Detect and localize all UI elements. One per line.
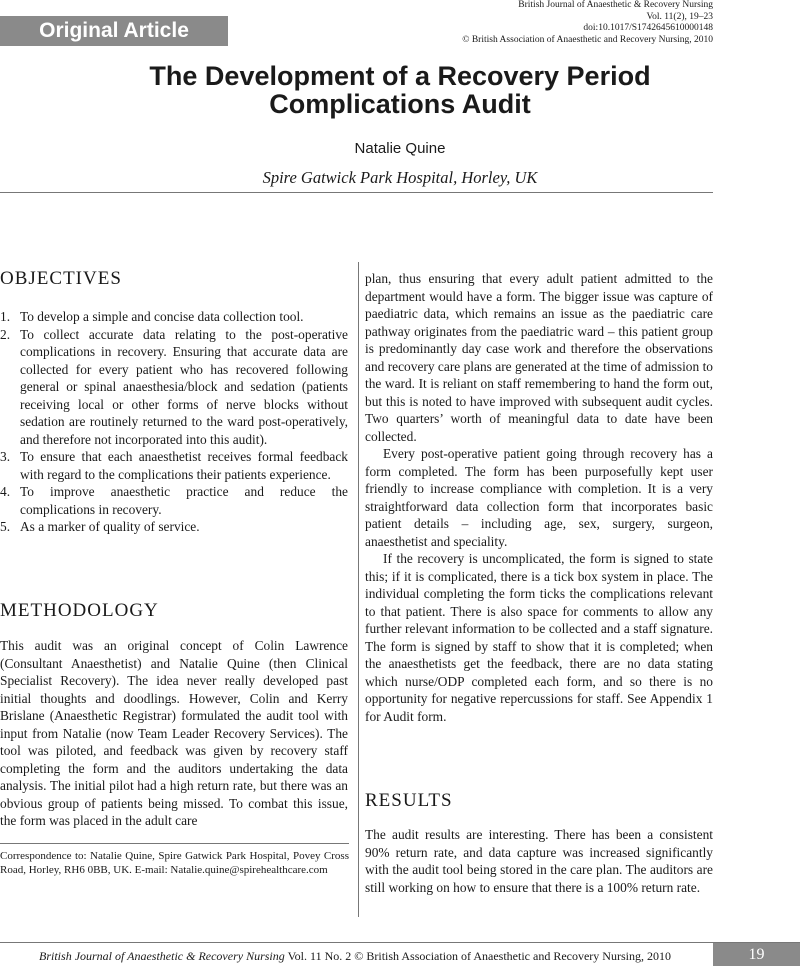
- footer-citation: [0, 949, 710, 964]
- objective-number: 3.: [0, 449, 11, 464]
- article-title: [40, 62, 760, 118]
- journal-name: British Journal of Anaesthetic & Recovery Nursing: [518, 0, 713, 10]
- correspondence-divider: [0, 843, 349, 844]
- objective-text: To collect accurate data relating to the post-operative complications in recovery. Ensuring that accurate data are collected for every patient who has recovered following general or spinal anaesthesia/block and sedation (patients receiving local or other forms of nerve blocks without sedation are routinely returned to the ward post-operatively, and therefore not incorporated into this audit).: [20, 326, 348, 447]
- results-body: [365, 826, 713, 896]
- objectives-list: [0, 308, 348, 536]
- methodology-body-left: [0, 637, 348, 830]
- affiliation: Spire Gatwick Park Hospital, Horley, UK: [262, 168, 538, 187]
- objective-item: [0, 308, 348, 326]
- section-label: Original Article: [0, 16, 228, 46]
- title-line-2: Complications Audit: [269, 89, 531, 119]
- methodology-paragraph: If the recovery is uncomplicated, the form is signed to state this; if it is complicated, there is a tick box system in place. The individual completing the form ticks the complications relevant to that patient. There is also space for comments to allow any further relevant information to be collected and a staff signature. The form is signed by staff to show that it is completed; when the anaesthetists get the feedback, there are no data stating which nurse/ODP completed each form, and so there is no opportunity for negative repercussions for staff. See Appendix 1 for Audit form.: [365, 551, 713, 724]
- page-number: 19: [713, 943, 800, 966]
- methodology-body-right: [365, 270, 713, 725]
- objective-item: [0, 483, 348, 518]
- objective-text: To improve anaesthetic practice and reduce the complications in recovery.: [20, 484, 348, 517]
- footer-volume: Vol. 11 No. 2 © British Association of Anaesthetic and Recovery Nursing, 2010: [287, 949, 671, 963]
- objective-text: As a marker of quality of service.: [20, 519, 200, 534]
- objective-text: To develop a simple and concise data collection tool.: [20, 309, 304, 324]
- objective-item: [0, 326, 348, 449]
- methodology-paragraph: Every post-operative patient going through recovery has a form completed. The form has been purposefully kept user friendly to increase compliance with completion. It is a very straightforward data collection form that incorporates basic patient details – including age, sex, surgery, surgeon, anaesthetist and speciality.: [365, 446, 713, 549]
- footer-divider: [0, 942, 800, 943]
- author-name: Natalie Quine: [354, 140, 446, 157]
- column-divider: [358, 262, 359, 917]
- objective-number: 4.: [0, 484, 11, 499]
- objective-number: 2.: [0, 326, 11, 342]
- correspondence-note: Correspondence to: Natalie Quine, Spire Gatwick Park Hospital, Povey Cross Road, Horley, RH6 0BB, UK. E-mail: Natalie.quine@spirehealthcare.com: [0, 850, 349, 876]
- doi: doi:10.1017/S1742645610000148: [583, 23, 713, 33]
- methodology-paragraph-continued: plan, thus ensuring that every adult patient admitted to the department would have a form. The bigger issue was capture of paediatric data, which remains an issue as the paediatric care pathway originates from the paediatric ward – this patient group is predominantly day case work and therefore the observations and recovery care plans are generated at the time of admission to the ward. It is reliant on staff remembering to hand the form out, but this is noted to have improved with subsequent audit cycles. Two quarters’ worth of meaningful data to date have been collected.: [365, 271, 713, 444]
- publication-info: [462, 0, 713, 46]
- methodology-paragraph: This audit was an original concept of Colin Lawrence (Consultant Anaesthetist) and Natalie Quine (then Clinical Specialist Recovery). The idea never really developed past initial thoughts and doodlings. However, Colin and Kerry Brislane (Anaesthetic Registrar) formulated the audit tool with input from Natalie (now Team Leader Recovery Services). The tool was piloted, and feedback was given by recovery staff completing the form and the auditors undertaking the data analysis. The initial pilot had a high return rate, but there was an obvious group of patients being missed. To combat this issue, the form was placed in the adult care: [0, 638, 348, 828]
- objective-number: 5.: [0, 519, 11, 534]
- objective-text: To ensure that each anaesthetist receives formal feedback with regard to the complications their patients experience.: [20, 449, 348, 482]
- objectives-heading: OBJECTIVES: [0, 268, 122, 289]
- methodology-heading: METHODOLOGY: [0, 600, 159, 621]
- header-divider: [0, 192, 713, 193]
- objective-number: 1.: [0, 309, 11, 324]
- results-heading: RESULTS: [365, 790, 453, 811]
- footer-journal: British Journal of Anaesthetic & Recovery Nursing: [39, 949, 285, 963]
- title-line-1: The Development of a Recovery Period: [149, 61, 651, 91]
- objectives-list-container: [0, 308, 348, 536]
- objective-item: [0, 518, 348, 536]
- copyright: © British Association of Anaesthetic and Recovery Nursing, 2010: [462, 34, 713, 45]
- volume-pages: Vol. 11(2), 19–23: [646, 11, 713, 22]
- results-paragraph: The audit results are interesting. There has been a consistent 90% return rate, and data capture was increased significantly with the audit tool being stored in the care plan. The auditors are still working on how to ensure that there is a 100% return rate.: [365, 827, 713, 895]
- objective-item: [0, 448, 348, 483]
